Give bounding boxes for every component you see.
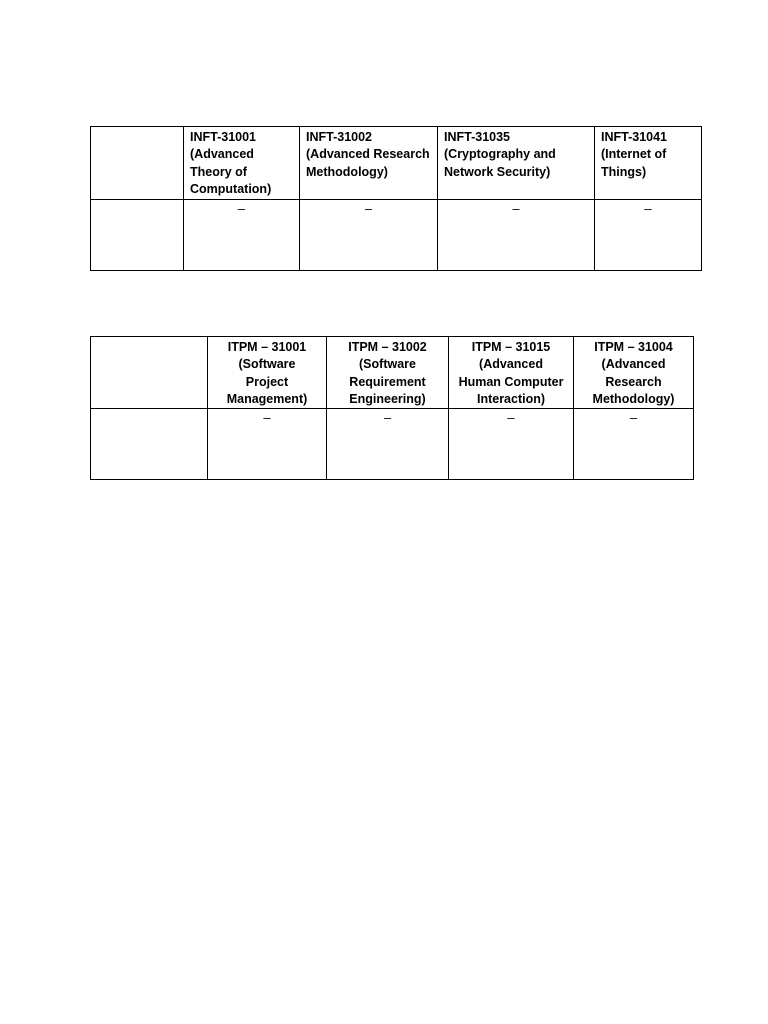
course-title-line: Requirement xyxy=(349,374,426,389)
course-title-line: (Software xyxy=(359,357,416,372)
course-code: ITPM – 31015 xyxy=(471,340,551,354)
empty-corner-cell xyxy=(91,337,208,409)
course-title-line: Things) xyxy=(601,164,647,179)
dash-value: – xyxy=(383,410,392,426)
dash-value: – xyxy=(512,201,520,216)
dash-value: – xyxy=(364,201,373,216)
course-header-cell xyxy=(208,337,327,409)
course-title-line: Human Computer xyxy=(458,374,564,389)
course-title-line: (Advanced xyxy=(190,147,254,162)
course-title-line: Research xyxy=(605,374,662,389)
dash-value: – xyxy=(507,410,515,426)
course-header-cell xyxy=(574,337,694,409)
value-cell xyxy=(574,409,694,480)
dash-value: – xyxy=(629,410,638,426)
course-code: INFT-31035 xyxy=(444,130,511,144)
course-title-line: Theory of xyxy=(190,164,247,179)
value-cell xyxy=(327,409,449,480)
course-title-line: (Advanced xyxy=(601,357,666,372)
course-title-line: (Software xyxy=(238,357,296,372)
value-cell xyxy=(300,200,438,271)
course-title-line: Management) xyxy=(226,391,308,406)
course-title-line: (Internet of xyxy=(601,147,667,162)
course-header-cell xyxy=(595,127,702,200)
course-code: INFT-31001 xyxy=(190,130,257,144)
course-code: INFT-31041 xyxy=(601,130,668,144)
data-row xyxy=(91,409,694,480)
course-code: ITPM – 31004 xyxy=(594,340,673,354)
course-title-line: Interaction) xyxy=(476,391,546,406)
dash-value: – xyxy=(237,201,246,216)
itpm-course-table xyxy=(90,336,694,480)
course-code: INFT-31002 xyxy=(306,130,373,144)
empty-label-cell xyxy=(91,409,208,480)
course-title-line: Methodology) xyxy=(592,391,675,406)
data-row xyxy=(91,200,702,271)
course-header-cell xyxy=(449,337,574,409)
course-code: ITPM – 31002 xyxy=(348,340,427,354)
dash-value: – xyxy=(263,410,271,426)
course-title-line: Methodology) xyxy=(306,164,388,179)
course-header-cell xyxy=(184,127,300,200)
dash-value: – xyxy=(644,201,652,216)
empty-label-cell xyxy=(91,200,184,271)
course-title-line: Computation) xyxy=(190,181,272,196)
course-header-cell xyxy=(327,337,449,409)
course-title-line: Network Security) xyxy=(444,164,551,179)
course-title-line: (Advanced xyxy=(479,357,543,372)
value-cell xyxy=(438,200,595,271)
value-cell xyxy=(449,409,574,480)
empty-corner-cell xyxy=(91,127,184,200)
value-cell xyxy=(184,200,300,271)
header-row xyxy=(91,127,702,200)
course-title-line: (Advanced Research xyxy=(306,147,430,162)
course-code: ITPM – 31001 xyxy=(227,340,307,354)
course-title-line: (Cryptography and xyxy=(444,147,556,162)
course-header-cell xyxy=(438,127,595,200)
value-cell xyxy=(595,200,702,271)
inft-course-table xyxy=(90,126,702,271)
course-header-cell xyxy=(300,127,438,200)
course-title-line: Project xyxy=(245,374,289,389)
value-cell xyxy=(208,409,327,480)
header-row xyxy=(91,337,694,409)
course-title-line: Engineering) xyxy=(349,391,426,406)
